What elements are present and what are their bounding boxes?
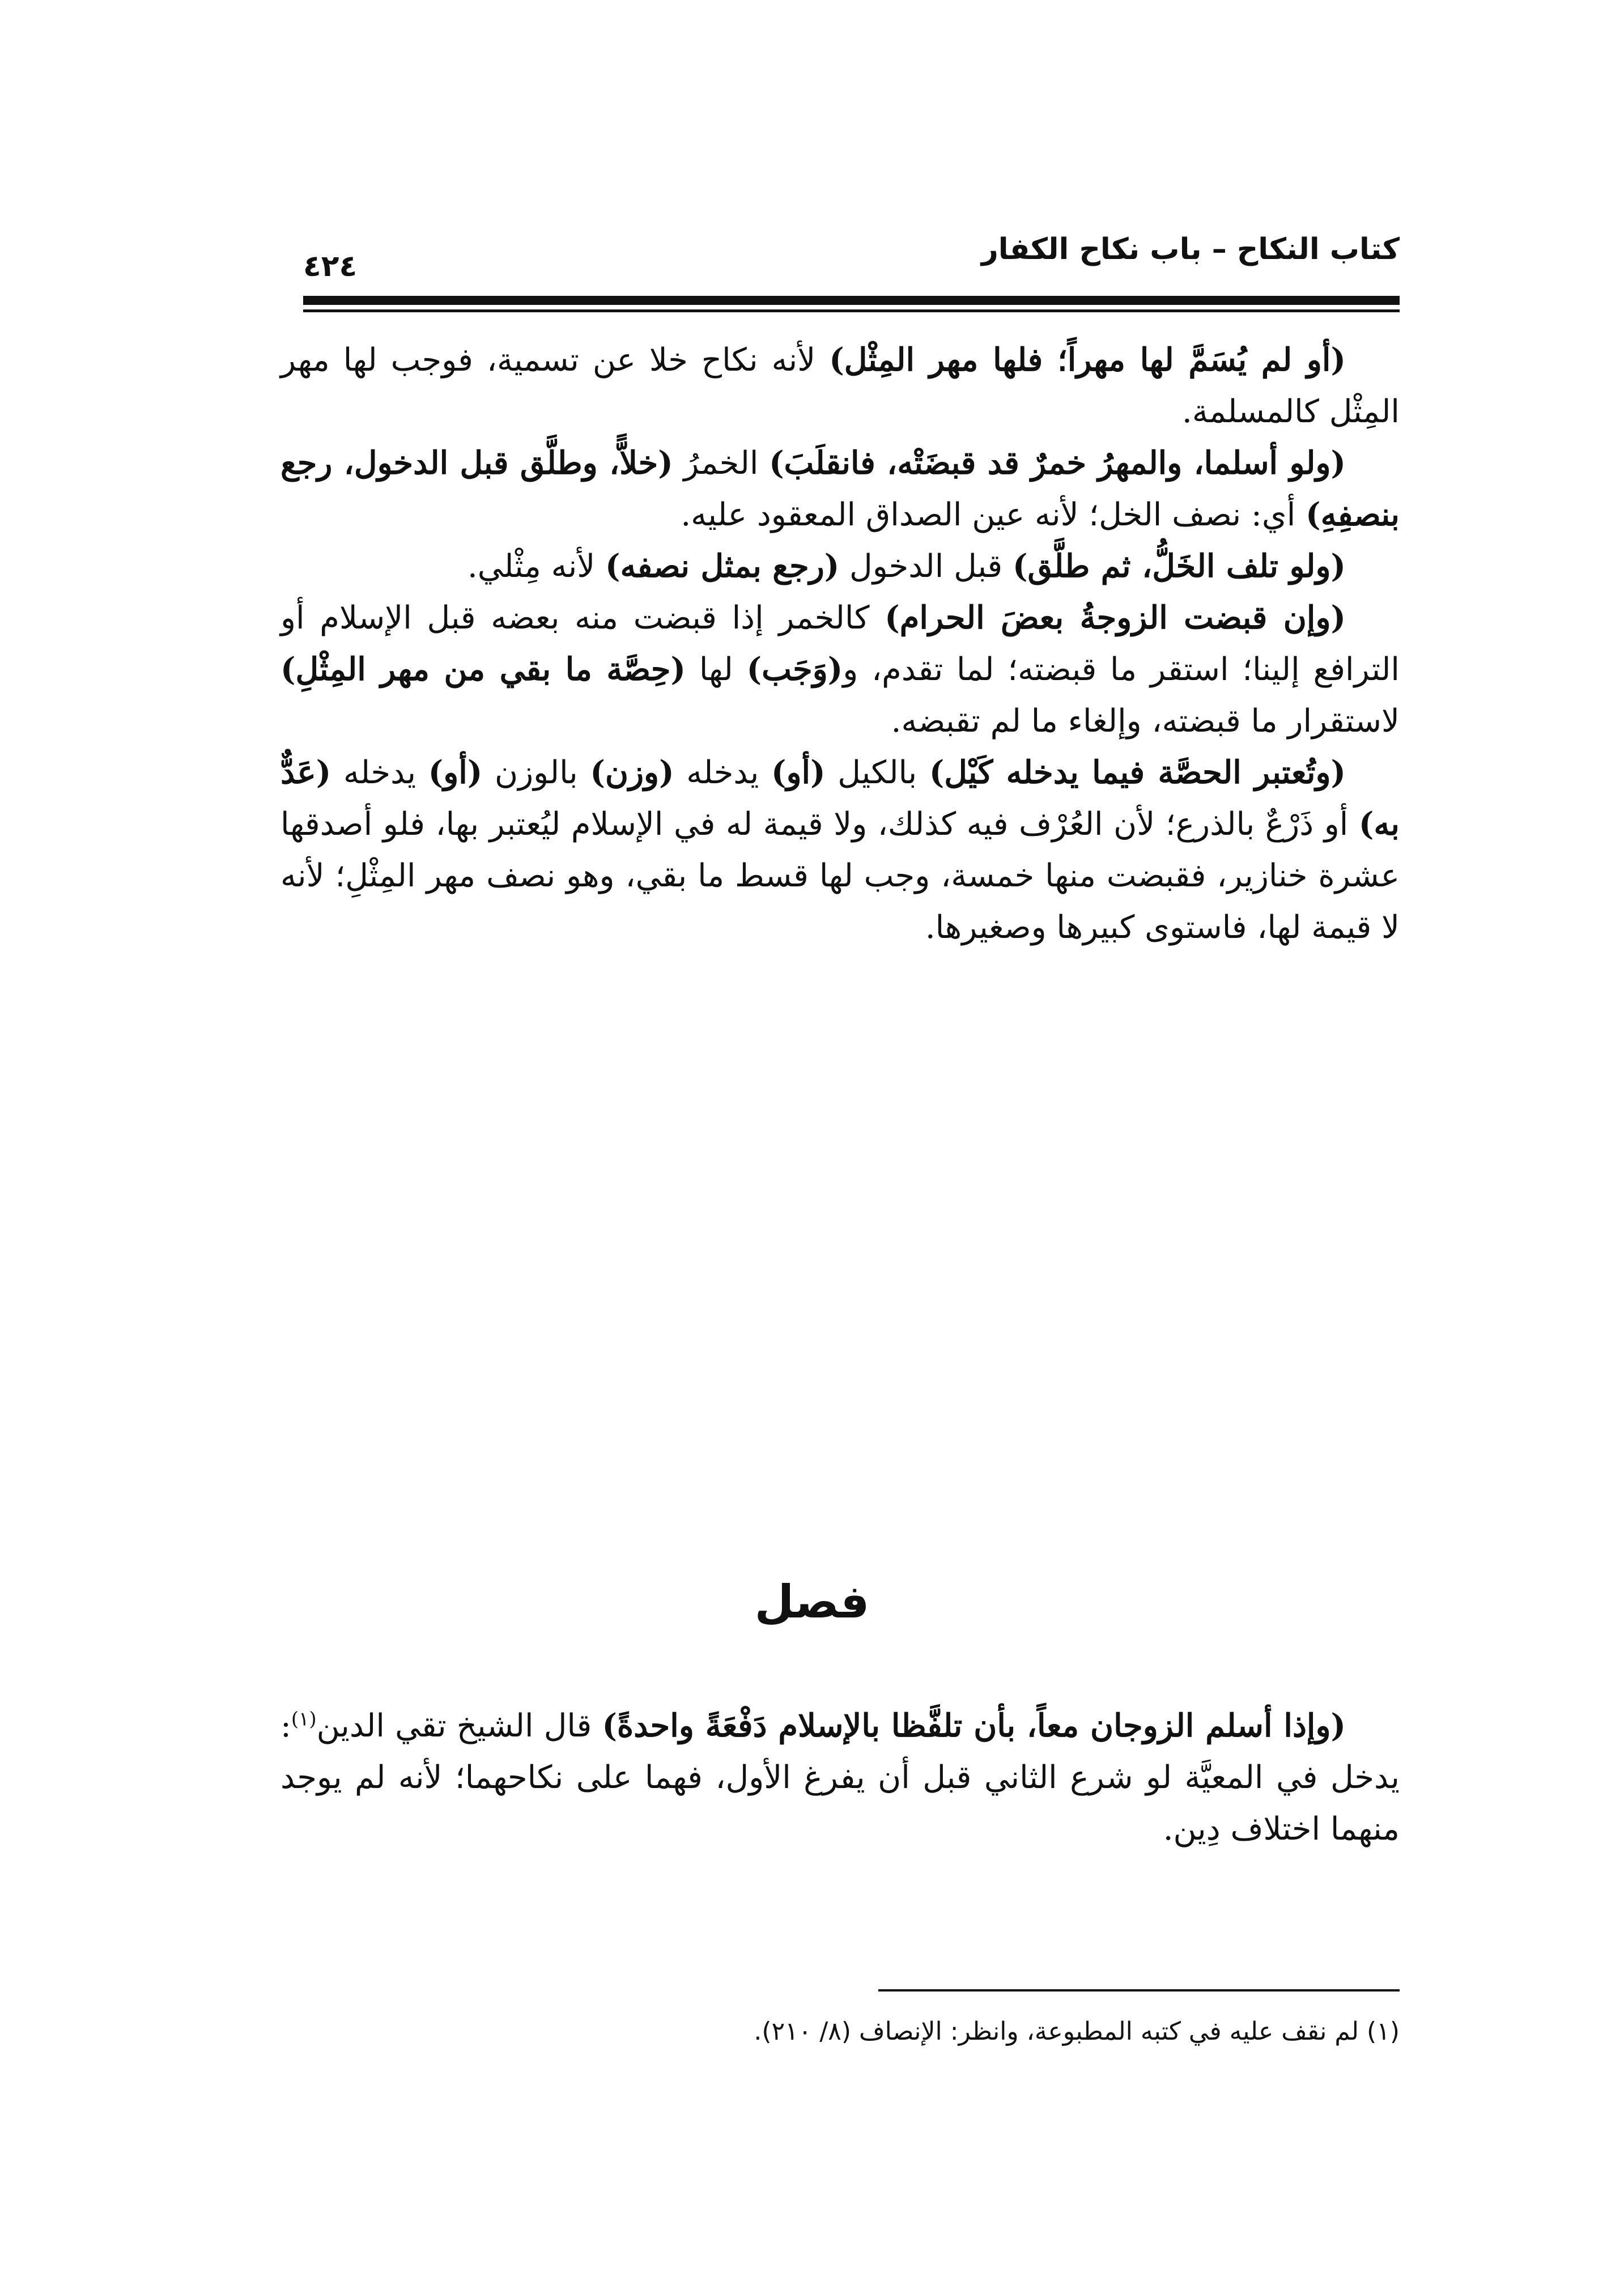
matn-text: (أو لم يُسَمَّ لها مهراً؛ فلها مهر المِثْل) (829, 341, 1346, 379)
matn-text: (وإن قبضت الزوجةُ بعضَ الحرام) (885, 599, 1346, 636)
section-text (280, 1700, 1400, 1855)
sharh-text: لاستقرار ما قبضته، وإلغاء ما لم تقبضه. (891, 703, 1400, 740)
running-title: كتاب النكاح – باب نكاح الكفار (981, 232, 1400, 266)
footnote-separator (878, 1989, 1400, 1991)
sharh-text: قبل الدخول (839, 548, 1013, 585)
sharh-text: يدخله (331, 754, 428, 791)
matn-text: (خلاًّ، وطلَّق قبل الدخول، رجع بنصفِهِ) (280, 444, 1400, 533)
footnote-reference[interactable]: (١) (291, 1708, 317, 1731)
sharh-text: بالكيل (825, 754, 929, 791)
main-text (280, 334, 1400, 953)
header-rule-thin (303, 309, 1400, 312)
sharh-text: قال الشيخ تقي الدين (316, 1708, 602, 1744)
matn-text: (عَدٌّ به) (280, 754, 1400, 843)
sharh-text: أي: نصف الخل؛ لأنه عين الصداق المعقود عليه. (681, 496, 1306, 533)
sharh-text: الخمرُ (673, 445, 770, 482)
header-rule-thick (303, 296, 1400, 305)
matn-text: (وإذا أسلم الزوجان معاً، بأن تلفَّظا بالإسلام دَفْعَةً واحدةً) (602, 1707, 1346, 1744)
footnote: (١) لم نقف عليه في كتبه المطبوعة، وانظر: الإنصاف (٨/ ٢١٠). (754, 2017, 1400, 2046)
paragraph-6 (280, 1700, 1400, 1855)
paragraph-1 (280, 334, 1400, 438)
matn-text: (وتُعتبر الحصَّة فيما يدخله كَيْل) (929, 754, 1346, 791)
sharh-text: لها (686, 651, 747, 688)
sharh-text: لأنه نكاح خلا عن تسمية، فوجب لها مهر المِثْل كالمسلمة. (280, 342, 1400, 430)
sharh-text: بالوزن (482, 754, 590, 791)
sharh-text: : يدخل في المعيَّة لو شرع الثاني قبل أن يفرغ الأول، فهما على نكاحهما؛ لأنه لم يوجد منهما اختلاف دِين. (280, 1708, 1400, 1848)
matn-text: (ولو أسلما، والمهرُ خمرٌ قد قبضَتْه، فانقلَبَ) (769, 444, 1346, 482)
matn-text: (وزن) (590, 754, 674, 791)
matn-text: (ولو تلف الخَلُّ، ثم طلَّق) (1012, 547, 1346, 585)
matn-text: (رجع بمثل نصفه) (605, 547, 840, 585)
paragraph-2 (280, 438, 1400, 541)
sharh-text: كالخمر إذا قبضت منه بعضه قبل الإسلام أو الترافع إلينا؛ استقر ما قبضته؛ لما تقدم، و (280, 600, 1400, 688)
sharh-text: يدخله (674, 754, 772, 791)
matn-text: (حِصَّة ما بقي من مهر المِثْلِ) (280, 651, 686, 688)
matn-text: (أو) (771, 754, 826, 791)
page-number: ٤٢٤ (303, 249, 358, 283)
section-heading: فصل (754, 1576, 870, 1628)
paragraph-3 (280, 541, 1400, 592)
sharh-text: لأنه مِثْلي. (467, 548, 606, 585)
sharh-text: أو ذَرْعٌ بالذرع؛ لأن العُرْف فيه كذلك، ولا قيمة له في الإسلام ليُعتبر بها، فلو أصدقها عشرة خنازير، فقبضت منها خمسة، وجب لها قسط ما بقي، وهو نصف مهر المِثْلِ؛ لأنه لا قيمة لها، فاستوى كبيرها وصغيرها. (280, 806, 1400, 946)
matn-text: (وَجَب) (746, 651, 843, 688)
matn-text: (أو) (428, 754, 483, 791)
paragraph-5 (280, 747, 1400, 953)
paragraph-4 (280, 592, 1400, 747)
